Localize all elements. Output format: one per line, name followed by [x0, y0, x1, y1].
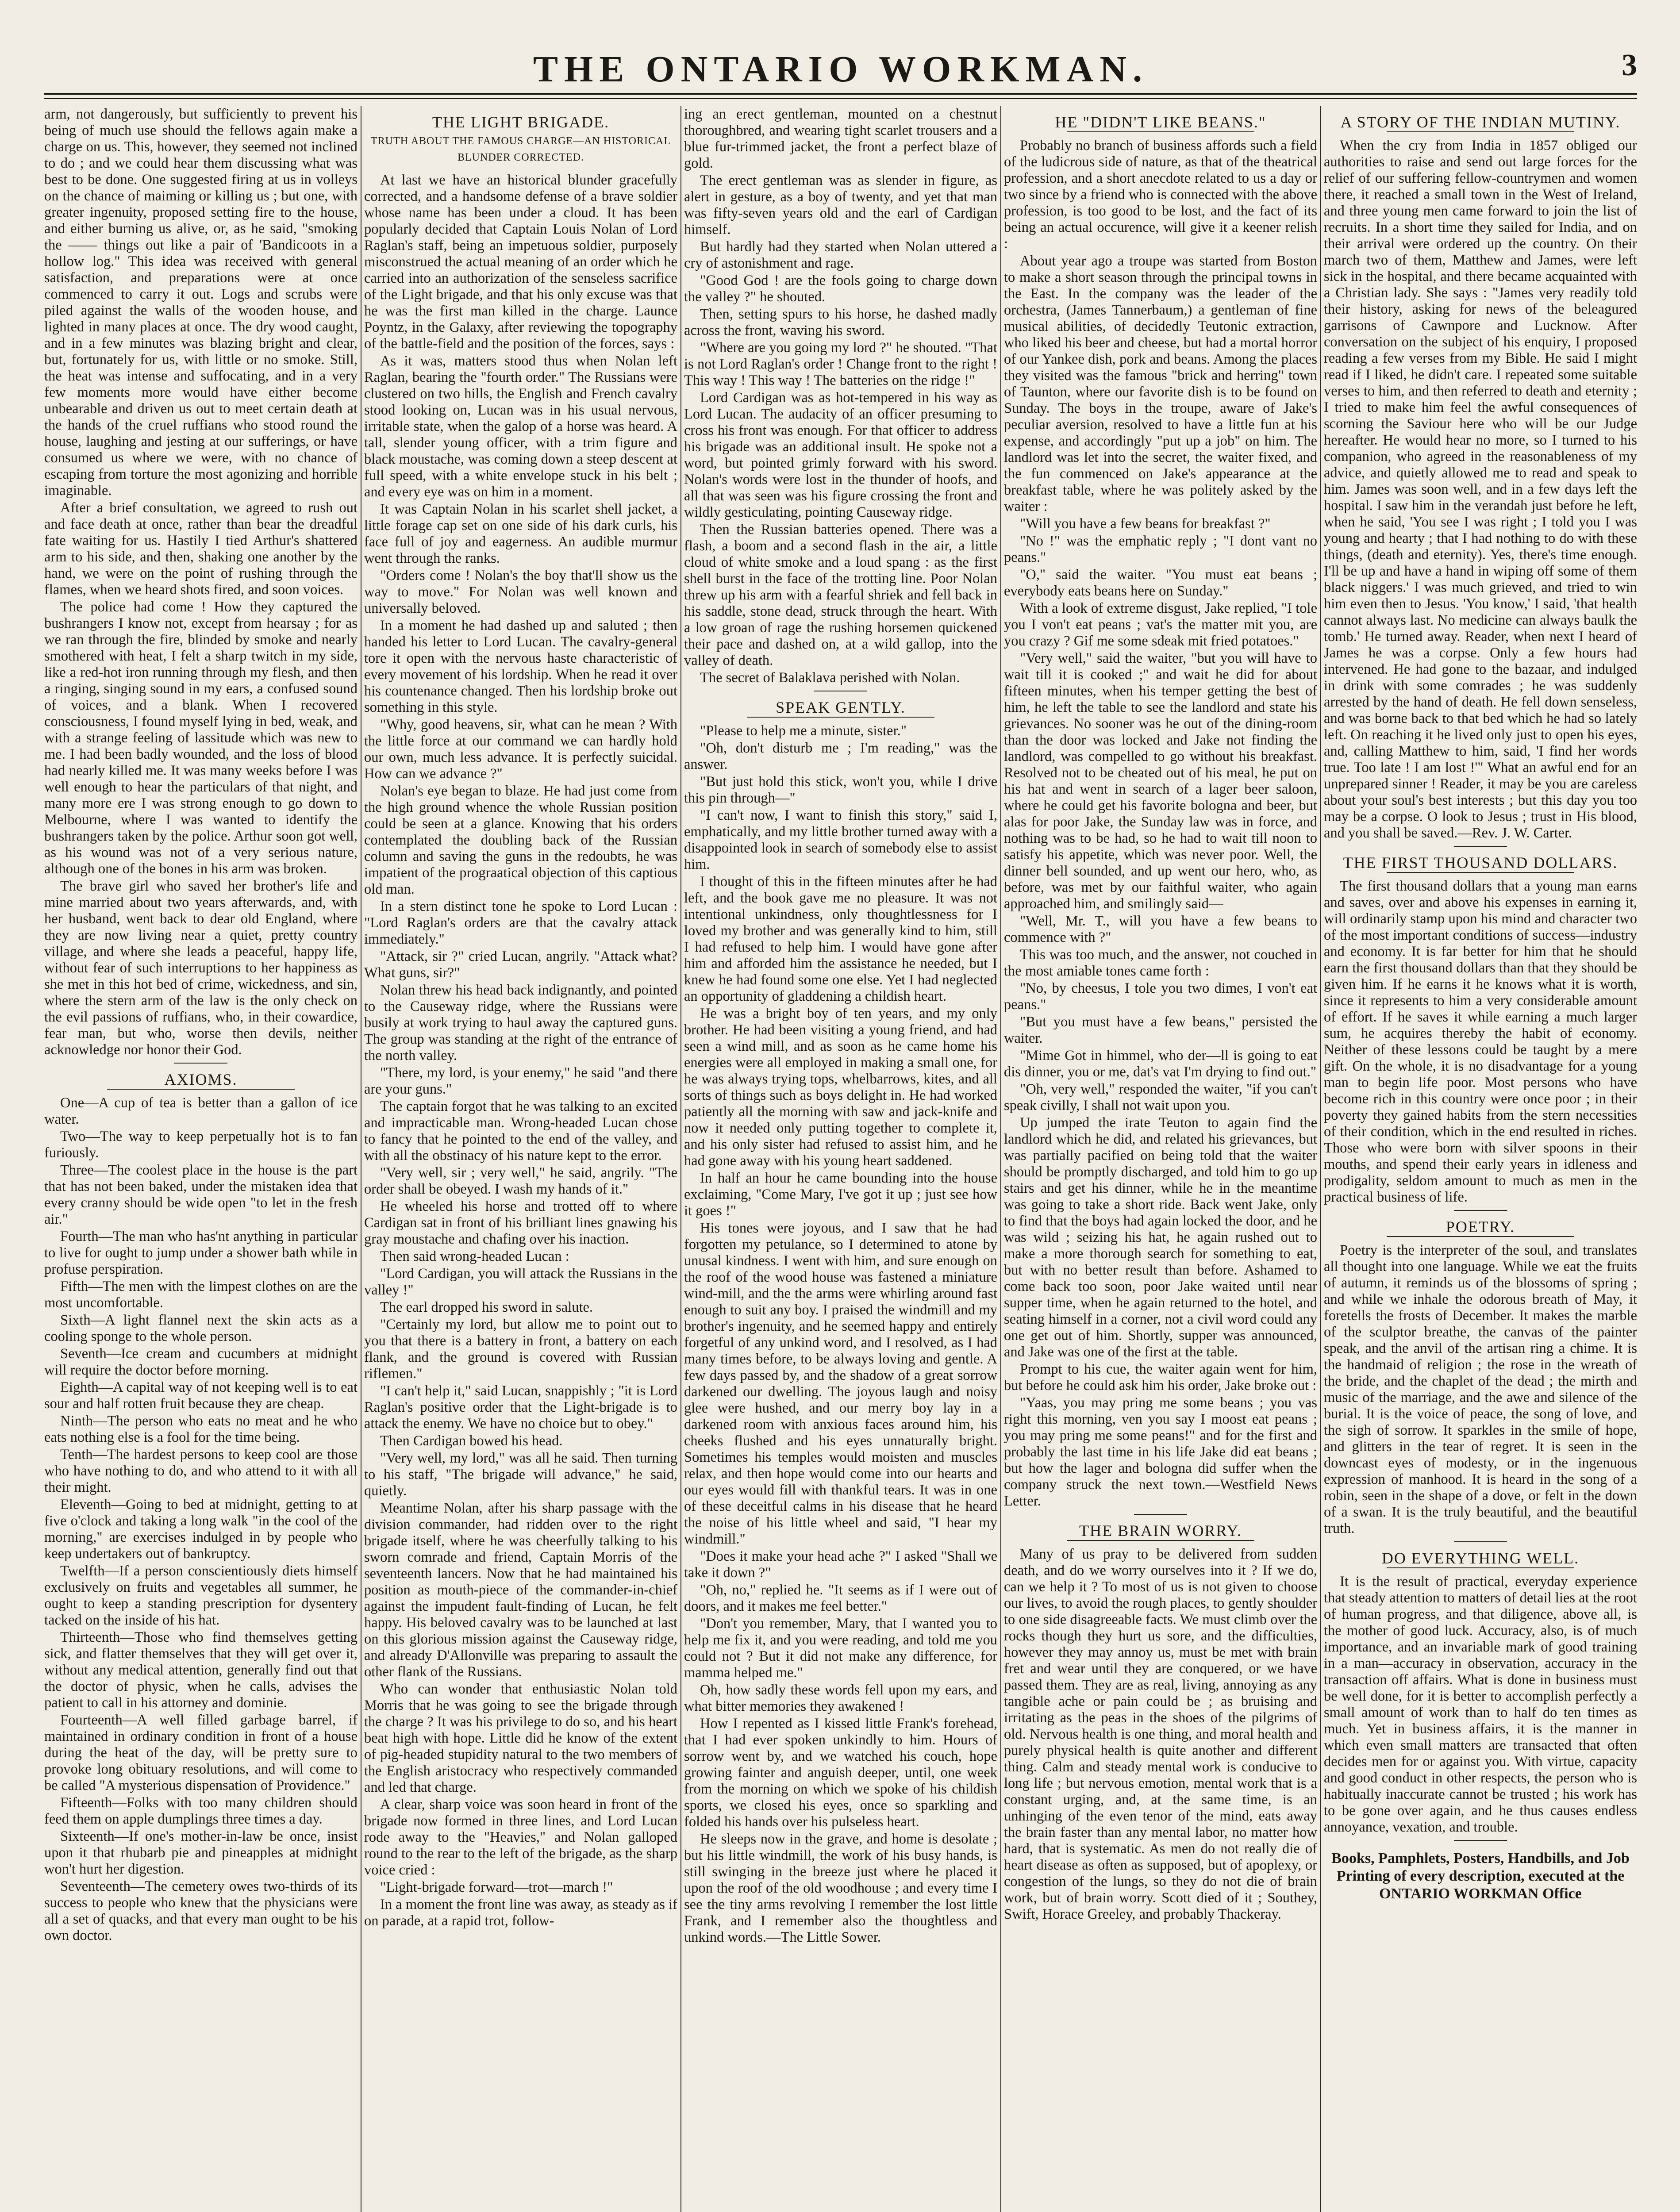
speak-gently-heading: SPEAK GENTLY. — [776, 699, 906, 716]
beans-article — [1004, 138, 1317, 1509]
paragraph: "Yaas, you may pring me some beans ; you vas right this morning, ven you say I moost eat peans ; you may pring me some peans!" and for the first and probably the last time in his life Jake did eat beans ; but how the lager and bologna did suffer when the company struck the next town.—Westfield News Letter. — [1004, 1395, 1317, 1509]
paragraph: "Oh, no," replied he. "It seems as if I were out of doors, and it makes me feel better." — [684, 1582, 997, 1614]
thousand-dollars-heading: THE FIRST THOUSAND DOLLARS. — [1343, 854, 1618, 872]
paragraph: Seventh—Ice cream and cucumbers at midnight will require the doctor before morning. — [44, 1346, 358, 1378]
printing-advertisement: Books, Pamphlets, Posters, Handbills, and Job Printing of every description, executed at the ONTARIO WORKMAN Office — [1331, 1850, 1630, 1902]
heading-rule — [1067, 1540, 1255, 1541]
paragraph: The police had come ! How they captured the bushrangers I know not, except from hearsay ; for as we ran through the fire, blinded by smoke and nearly smothered with heat, I felt a sharp twitch in my side, like a red-hot iron running through my flesh, and then a ringing, singing sound in my ears, a confused sound of voices, and a blank. When I recovered consciousness, I found myself lying in bed, weak, and with a strange feeling of lassitude which was new to me. I had been badly wounded, and the loss of blood had nearly killed me. It was many weeks before I was well enough to hear the particulars of that night, and many more ere I was strong enough to go down to Melbourne, where I was wanted to identify the bushrangers taken by the police. Arthur soon got well, as his wound was not of a very serious nature, although one of the bones in his arm was broken. — [44, 599, 358, 877]
paragraph: After a brief consultation, we agreed to rush out and face death at once, rather than bear the dreadful fate waiting for us. Hastily I tied Arthur's shattered arm to his side, and then, shaking one another by the hand, we were on the point of rushing through the flames, when we heard shots fired, and soon voices. — [44, 500, 358, 598]
paragraph: Sixth—A light flannel next the skin acts as a cooling sponge to the whole person. — [44, 1312, 358, 1344]
paragraph: "Oh, don't disturb me ; I'm reading," was the answer. — [684, 740, 997, 772]
heading-rule — [1387, 131, 1575, 132]
paragraph: The earl dropped his sword in salute. — [380, 1299, 593, 1315]
beans-heading: HE "DIDN'T LIKE BEANS." — [1055, 113, 1266, 131]
paragraph: A clear, sharp voice was soon heard in front of the brigade now formed in three lines, and Lord Lucan rode away to the "Heavies," and Nolan galloped round to the rear to the left of the brigade, as the sharp voice cried : — [364, 1797, 677, 1878]
paragraph: Ninth—The person who eats no meat and he who eats nothing else is a fool for the time being. — [44, 1413, 358, 1445]
paragraph: But hardly had they started when Nolan uttered a cry of astonishment and rage. — [684, 239, 997, 271]
paragraph: Many of us pray to be delivered from sudden death, and do we worry ourselves into it ? If we do, can we help it ? To most of us is not given to choose our lives, to avoid the rough places, to gently shoulder to one side disagreeable facts. We must climb over the rocks though they hurt us sore, and the difficulties, however they may annoy us, must be met with brain fret and wear until they are conquered, or we have passed them. They are as real, living, annoying as any tangible ache or pain could be ; as bruising and irritating as the peas in the shoes of the pilgrims of old. Nervous health is one thing, and moral health and purely physical health is quite another and different thing. Calm and steady mental work is conducive to long life ; but nervous emotion, mental work that is a constant urging, and, at the same time, is an unhinging of the even tenor of the mind, eats away the brain faster than any mental labor, no matter how hard, that is systematic. As men do not really die of heart disease as often as supposed, but of apoplexy, or congestion of the lungs, so they do not die of brain work, but of brain worry. Scott died of it ; Southey, Swift, Horace Greeley, and probably Thackeray. — [1004, 1546, 1317, 1922]
poetry-heading: POETRY. — [1445, 1218, 1515, 1236]
paragraph: It was Captain Nolan in his scarlet shell jacket, a little forage cap set on one side of his dark curls, his face full of joy and eagerness. An audible murmur went through the ranks. — [364, 501, 677, 566]
page-number: 3 — [1622, 48, 1637, 82]
paragraph: Sixteenth—If one's mother-in-law be once, insist upon it that rhubarb pie and pineapples at midnight won't hurt her digestion. — [44, 1828, 358, 1877]
paragraph: Fourth—The man who has'nt anything in particular to live for ought to jump under a shower bath while in profuse perspiration. — [44, 1229, 358, 1277]
paragraph: Three—The coolest place in the house is the part that has not been baked, under the mistaken idea that every cranny should be wide open "to let in the fresh air." — [44, 1162, 358, 1227]
heading-rule — [1387, 1567, 1575, 1568]
paragraph: "Very well, my lord," was all he said. Then turning to his staff, "The brigade will advance," he said, quietly. — [364, 1450, 677, 1499]
paragraph: Up jumped the irate Teuton to again find the landlord which he did, and related his grievances, but was partially pacified on being told that the waiter should be promptly discharged, and told him to go up stairs and get his dinner, while he in the meantime was going to take a short ride. Back went Jake, only to find that the boys had again locked the door, and he was wild ; seizing his hat, he again rushed out to make a more thorough search for something to eat, but with no better result than before. Ashamed to come back too soon, poor Jake waited until near supper time, when he again returned to the hotel, and seating himself in a corner, not a civil word could any one get out of him. Shortly, supper was announced, and Jake was one of the first at the table. — [1004, 1115, 1317, 1360]
paragraph: "O," said the waiter. "You must eat beans ; everybody eats beans here on Sunday." — [1004, 567, 1317, 599]
speak-gently-article — [684, 723, 997, 1946]
paragraph: "I can't now, I want to finish this story," said I, emphatically, and my little brother turned away with a disappointed look in search of somebody else to assist him. — [684, 807, 997, 872]
section-rule — [174, 1063, 227, 1064]
paragraph: "I can't help it," said Lucan, snappishly ; "it is Lord Raglan's positive order that the Light-brigade is to attack the enemy. We have no choice but to obey." — [364, 1383, 677, 1432]
paragraph: "Mime Got in himmel, who der—ll is going to eat dis dinner, you or me, dat's vat I'm drying to find out." — [1004, 1048, 1317, 1080]
paragraph: Two—The way to keep perpetually hot is to fan furiously. — [44, 1129, 358, 1161]
paragraph: In a stern distinct tone he spoke to Lord Lucan : "Lord Raglan's orders are that the cavalry attack immediately." — [364, 899, 677, 947]
mutiny-heading: A STORY OF THE INDIAN MUTINY. — [1340, 113, 1621, 131]
paragraph: "There, my lord, is your enemy," he said "and there are your guns." — [364, 1065, 677, 1097]
paragraph: "Oh, very well," responded the waiter, "if you can't speak civilly, I shall not wait upon you. — [1004, 1081, 1317, 1114]
paragraph: Then Cardigan bowed his head. — [380, 1433, 563, 1449]
brain-worry-article — [1004, 1546, 1317, 1923]
column-4 — [1004, 106, 1317, 2212]
paragraph: Seventeenth—The cemetery owes two-thirds of its success to people who knew that the physicians were all a set of quacks, and that every man ought to be his own doctor. — [44, 1878, 358, 1943]
paragraph: As it was, matters stood thus when Nolan left Raglan, bearing the "fourth order." The Russians were clustered on two hills, the English and French cavalry stood looking on, Lucan was in his usual nervous, irritable state, when the galop of a horse was heard. A tall, slender young officer, with a trim figure and black moustache, was coming down a steep descent at full speed, with a white envelope stuck in his belt ; and every eye was on him in a moment. — [364, 353, 677, 500]
paragraph: Thirteenth—Those who find themselves getting sick, and flatter themselves that they will get over it, without any medical attention, generally find out that the doctor of physic, when he calls, advises the patient to call in his attorney and dominie. — [44, 1629, 358, 1711]
paragraph: Lord Cardigan was as hot-tempered in his way as Lord Lucan. The audacity of an officer presuming to cross his front was enough. For that officer to address his brigade was an additional insult. He spoke not a word, but pointed grimly forward with his sword. Nolan's words were lost in the thunder of hoofs, and all that was seen was his figure crossing the front and wildly gesticulating, pointing Causeway ridge. — [684, 390, 997, 520]
paragraph: "Certainly my lord, but allow me to point out to you that there is a battery in front, a battery on each flank, and the ground is covered with Russian riflemen." — [364, 1317, 677, 1382]
paragraph: His tones were joyous, and I saw that he had forgotten my petulance, so I determined to atone by unusal kindness. I went with him, and sure enough on the roof of the wood house was fastened a miniature wind-mill, and the the arms were whirling around fast enough to suit any boy. I praised the windmill and my brother's ingenuity, and he seemed happy and entirely forgetful of any unkind word, and I resolved, as I had many times before, to be always loving and gentle. A few days passed by, and the shadow of a great sorrow darkened our dwelling. The joyous laugh and noisy glee were hushed, and our merry boy lay in a darkened room with anxious faces around him, his cheeks flushed and his eyes unnaturally bright. Sometimes his temples would moisten and muscles relax, and then hope would come into our hearts and our eyes would fill with thankful tears. It was in one of these deceitful calms in his disease that he heard the noise of his little wheel and said, "I hear my windmill." — [684, 1220, 997, 1547]
paragraph: "Does it make your head ache ?" I asked "Shall we take it down ?" — [684, 1548, 997, 1581]
paragraph: Who can wonder that enthusiastic Nolan told Morris that he was going to see the brigade through the charge ? It was his privilege to do so, and his heart beat high with hope. Little did he know of the extent of pig-headed stupidity natural to the two members of the English aristocracy who respectively commanded and led that charge. — [364, 1681, 677, 1795]
paragraph: Oh, how sadly these words fell upon my ears, and what bitter memories they awakened ! — [684, 1682, 997, 1714]
paragraph: "Light-brigade forward—trot—march !" — [380, 1879, 613, 1895]
paragraph: Fifth—The men with the limpest clothes on are the most uncomfortable. — [44, 1279, 358, 1311]
light-brigade-article — [364, 172, 677, 1929]
paragraph: "Will you have a few beans for breakfast ?" — [1020, 516, 1271, 532]
paragraph: "But just hold this stick, won't you, while I drive this pin through—" — [684, 774, 997, 806]
brain-worry-heading: THE BRAIN WORRY. — [1079, 1522, 1242, 1540]
paragraph: In half an hour he came bounding into the house exclaiming, "Come Mary, I've got it up ; just see how it goes !" — [684, 1170, 997, 1219]
section-rule — [1134, 1514, 1187, 1515]
section-rule — [1454, 1541, 1507, 1542]
paragraph: The captain forgot that he was talking to an excited and impracticable man. Wrong-headed Lucan chose to fancy that he pointed to the end of the valley, and with all the obstinacy of his nature kept to the error. — [364, 1098, 677, 1164]
bushranger-story — [44, 106, 358, 1058]
paragraph: "Attack, sir ?" cried Lucan, angrily. "Attack what? What guns, sir?" — [364, 949, 677, 981]
paragraph: Nolan's eye began to blaze. He had just come from the high ground whence the whole Russian position could be seen at a glance. Knowing that his orders contemplated the doubling back of the Russian column and saving the guns in the redoubts, he was impatient of the prograatical objection of this captious old man. — [364, 783, 677, 897]
paragraph: The erect gentleman was as slender in figure, as alert in gesture, as a boy of twenty, and yet that man was fifty-seven years old and the earl of Cardigan himself. — [684, 173, 997, 238]
column-1 — [44, 106, 358, 2212]
paragraph: "Well, Mr. T., will you have a few beans to commence with ?" — [1004, 913, 1317, 945]
paragraph: "Why, good heavens, sir, what can he mean ? With the little force at our command we can hardly hold our own, much less advance. It is perfectly suicidal. How can we advance ?" — [364, 717, 677, 782]
paragraph: Prompt to his cue, the waiter again went for him, but before he could ask him his order, Jake broke out : — [1004, 1361, 1317, 1394]
masthead-rule — [44, 98, 1637, 99]
do-everything-well-article — [1324, 1574, 1637, 1836]
heading-rule — [1067, 131, 1255, 132]
poetry-article — [1324, 1242, 1637, 1537]
paragraph: In a moment the front line was away, as steady as if on parade, at a rapid trot, follow- — [364, 1897, 677, 1929]
light-brigade-subheading: TRUTH ABOUT THE FAMOUS CHARGE—AN HISTORICAL BLUNDER CORRECTED. — [371, 135, 671, 163]
paragraph: He sleeps now in the grave, and home is desolate ; but his little windmill, the work of his busy hands, is still swinging in the breeze just where he placed it upon the roof of the old woodhouse ; and every time I see the tiny arms revolving I remember the lost little Frank, and I remember also the thoughtless and unkind words.—The Little Sower. — [684, 1831, 997, 1945]
paragraph: Nolan threw his head back indignantly, and pointed to the Causeway ridge, where the Russians were busily at work trying to haul away the captured guns. The group was standing at the right of the entrance of the north valley. — [364, 982, 677, 1064]
paragraph: Poetry is the interpreter of the soul, and translates all thought into one language. While we eat the fruits of autumn, it reminds us of the blossoms of spring ; and while we inhale the odorous breath of May, it foretells the frosts of December. It makes the marble of the sculptor breathe, the canvas of the painter speak, and the anvil of the artisan ring a chime. It is the handmaid of religion ; the rose in the wreath of the bride, and the chaplet of the dead ; the mirth and music of the marriage, and the awe and silence of the burial. It is the voice of peace, the song of love, and the sigh of sorrow. It sparkles in the smile of hope, and glitters in the tear of regret. It is seen in the downcast eyes of modesty, or in the ingenuous expression of manhood. It is heard in the song of a robin, seen in the shape of a dove, or felt in the down of a swan. It is the truly beautiful, and the beautiful truth. — [1324, 1242, 1637, 1536]
heading-rule — [1387, 872, 1575, 873]
paragraph: At last we have an historical blunder gracefully corrected, and a handsome defense of a brave soldier whose name has been under a cloud. It has been popularly decided that Captain Louis Nolan of Lord Raglan's staff, being an impetuous soldier, purposely misconstrued the actual meaning of an order which he carried into an authorization of the senseless sacrifice of the Light brigade, and that his only excuse was that he was the first man killed in the charge. Launce Poyntz, in the Galaxy, after reviewing the topography of the battle-field and the position of the forces, says : — [364, 172, 677, 352]
paragraph: Eleventh—Going to bed at midnight, getting to at five o'clock and taking a long walk "in the cool of the morning," are exercises indulged in by people who keep undertakers out of bankruptcy. — [44, 1497, 358, 1562]
column-divider — [1320, 106, 1321, 2212]
paragraph: He wheeled his horse and trotted off to where Cardigan sat in front of his brilliant lines gnawing his gray moustache and chafing over his inaction. — [364, 1198, 677, 1247]
column-5 — [1324, 106, 1637, 2212]
mutiny-article — [1324, 138, 1637, 841]
paragraph: Probably no branch of business affords such a field of the ludicrous side of nature, as that of the theatrical profession, and a short anecdote related to us a day or two since by a friend who is connected with the above profession, is too good to be lost, and the fact of its being an actual occurence, will give it a keener relish : — [1004, 138, 1317, 252]
column-divider — [1000, 106, 1001, 2212]
paragraph: ing an erect gentleman, mounted on a chestnut thoroughbred, and wearing tight scarlet trousers and a blue fur-trimmed jacket, the front a perfect blaze of gold. — [684, 106, 997, 171]
axioms-list — [44, 1095, 358, 1944]
paragraph: "But you must have a few beans," persisted the waiter. — [1004, 1014, 1317, 1046]
paragraph: This was too much, and the answer, not couched in the most amiable tones came forth : — [1004, 947, 1317, 979]
paragraph: Fifteenth—Folks with too many children should feed them on apple dumplings three times a day. — [44, 1795, 358, 1827]
paragraph: "Don't you remember, Mary, that I wanted you to help me fix it, and you were reading, and told me you could not ? But it did not make any difference, for mamma helped me." — [684, 1616, 997, 1681]
paragraph: Meantime Nolan, after his sharp passage with the division commander, had ridden over to the right brigade itself, where he was cheerfully talking to his sworn comrade and friend, Captain Morris of the seventeenth lancers. Now that he had maintained his position as mouth-piece of the commander-in-chief against the impudent fault-finding of Lucan, he felt happy. His beloved cavalry was to be launched at last on this glorious mission against the Causeway ridge, and already D'Allonville was preparing to assault the other flank of the Russians. — [364, 1500, 677, 1680]
paragraph: The secret of Balaklava perished with Nolan. — [700, 670, 960, 686]
paragraph: The first thousand dollars that a young man earns and saves, over and above his expenses in earning it, will ordinarily stamp upon his mind and character two of the most important conditions of success—industry and economy. It is far better for him that he should earn the first thousand dollars than that they should be given him. If he earns it he knows what it is worth, since it represents to him a very considerable amount of effort. If he saves it while earning a much larger sum, he acquires thereby the habit of economy. Neither of these lessons could be taught by a mere gift. On the whole, it is no disadvantage for a young man to begin life poor. Most persons who have become rich in this country were once poor ; in their poverty they gained habits from the stern necessities of their condition, which in the end resulted in riches. Those who were born with silver spoons in their mouths, and spend their early years in idleness and prodigality, seldom amount to much as men in the practical business of life. — [1324, 878, 1637, 1205]
column-divider — [680, 106, 681, 2212]
paragraph: "Good God ! are the fools going to charge down the valley ?" he shouted. — [684, 273, 997, 305]
heading-rule — [107, 1089, 295, 1090]
paragraph: He was a bright boy of ten years, and my only brother. He had been visiting a young friend, and had seen a wind mill, and as soon as he came home his energies were all employed in making a small one, for he was always trying tops, whelbarrows, kites, and all sorts of things such as boys delight in. He had worked patiently all the morning with saw and jack-knife and now it needed only putting together to complete it, and his only sister had refused to assist him, and he had gone away with his young heart saddened. — [684, 1006, 997, 1169]
section-rule — [1454, 1840, 1507, 1841]
paragraph: "Orders come ! Nolan's the boy that'll show us the way to move." For Nolan was well known and universally beloved. — [364, 568, 677, 616]
do-everything-well-heading: DO EVERYTHING WELL. — [1381, 1549, 1580, 1567]
paragraph: The brave girl who saved her brother's life and mine married about two years afterwards, and, with her husband, went back to dear old England, where they are now living near a quiet, pretty country village, and where she leads a peaceful, happy life, without fear of such interruptions to her happiness as she met in this hot bed of crime, wickedness, and sin, where the stern arm of the law is the only check on the evil passions of ruffians, who, in their cowardice, fear man, but who, worse then devils, neither acknowledge nor honor their God. — [44, 878, 358, 1058]
paragraph: arm, not dangerously, but sufficiently to prevent his being of much use should the fellows again make a charge on us. This, however, they seemed not inclined to do ; and we could hear them discussing what was best to be done. One suggested firing at us in volleys on the chance of maiming or killing us ; but one, with greater ingenuity, proposed setting fire to the house, and either burning us alive, or, as he said, "smoking the —— things out like a pair of 'Bandicoots in a hollow log." This idea was received with general satisfaction, and preparations were at once commenced to carry it out. Logs and scrubs were piled against the walls of the wooden house, and lighted in many places at once. The dry wood caught, and in a few minutes was blazing bright and clear, but, fortunately for us, with little or no smoke. Still, the heat was intense and suffocating, and in a very few moments more would have either become unbearable and driven us out to meet certain death at the hands of the cruel ruffians who stood round the house, laughing and jesting at our sufferings, or have consumed us where we were, with no chance of escaping from torture the most agonizing and horrible imaginable. — [44, 106, 358, 499]
paragraph: "No !" was the emphatic reply ; "I dont vant no peans." — [1004, 533, 1317, 565]
light-brigade-heading: THE LIGHT BRIGADE. — [432, 113, 610, 131]
masthead — [44, 44, 1637, 95]
paragraph: Then said wrong-headed Lucan : — [380, 1248, 569, 1264]
paragraph: "Where are you going my lord ?" he shouted. "That is not Lord Raglan's order ! Change front to the right ! This way ! This way ! The batteries on the ridge !" — [684, 340, 997, 388]
paragraph: Eighth—A capital way of not keeping well is to eat sour and half rotten fruit because they are cheap. — [44, 1379, 358, 1412]
paragraph: "Please to help me a minute, sister." — [700, 723, 907, 739]
paragraph: When the cry from India in 1857 obliged our authorities to raise and send out large forces for the relief of our suffering fellow-countrymen and women there, it reached a small town in the West of Ireland, and three young men came forward to join the list of recruits. In a short time they sailed for India, and on their arrival were ordered up the country. On their march two of them, Matthew and James, were left sick in the hospital, and there became acquainted with a Christian lady. She says : "James very readily told their history, asking for news of the beleagured garrisons of Cawnpore and Lucknow. After conversation on the subject of his enquiry, I proposed reading a few verses from my Bible. He said I might read if I liked, he didn't care. I repeated some suitable verses to him, and then referred to death and eternity ; I tried to make him feel the awful consequences of scorning the Saviour here who will be our Judge hereafter. He would hear no more, so I turned to his companion, who agreed in the reasonableness of my advice, and quietly allowed me to read and speak to him. James was soon well, and in a few days left the hospital. I saw him in the verandah just before he left, when he said, 'You see I was right ; I told you I was young and hearty ; that I had nothing to do with these things, (death and eternity). Yes, there's time enough. I'll be up and have a hand in wiping off some of them black niggers.' I was much grieved, and tried to win him even then to Jesus. 'You know,' I said, 'that health cannot always last. No medicine can always baulk the tomb.' He turned away. Reader, when next I heard of James he was a corpse. Only a few hours had intervened. He had gone to the bazaar, and indulged in drink with some comrades ; he was suddenly arrested by the hand of death. He fell down senseless, and was borne back to that bed which he had so lately left. On reaching it he lived only just to open his eyes, and, calling Matthew to him, said, 'I find her words true. Too late ! I am lost !'" What an awful end for an unprepared sinner ! Reader, it may be you are careless about your soul's best interests ; but this day you too may be a corpse. O look to Jesus ; trust in His blood, and you shall be saved.—Rev. J. W. Carter. — [1324, 138, 1637, 841]
paragraph: "Very well, sir ; very well," he said, angrily. "The order shall be obeyed. I wash my hands of it." — [364, 1165, 677, 1197]
paragraph: "No, by cheesus, I tole you two dimes, I von't eat peans." — [1004, 980, 1317, 1013]
paragraph: About year ago a troupe was started from Boston to make a short season through the principal towns in the East. In the company was the leader of the orchestra, (James Tannerbaum,) a gentleman of fine musical abilities, of decidedly Teutonic extraction, who liked his beer and cheese, but had a mortal horror of our Yankee dish, pork and beans. Among the places they visited was the famous "brick and herring" town of Taunton, where our favorite dish is to be found on Sunday. The boys in the troupe, aware of Jake's peculiar aversion, resolved to have a little fun at his expense, and accordingly "put up a job" on him. The landlord was let into the secret, the waiter fixed, and the fun commenced on Jake's appearance at the breakfast table, where he was politely asked by the waiter : — [1004, 253, 1317, 515]
heading-rule — [1387, 1236, 1575, 1237]
paragraph: "Very well," said the waiter, "but you will have to wait till it is cooked ;" and wait he did for about fifteen minutes, when his temper getting the best of him, he left the table to see the landlord and state his grievances. No sooner was he out of the dining-room than the door was locked and Jake not finding the landlord, was compelled to go without his breakfast. Resolved not to be cheated out of his meal, he put on his hat and went in search of a lager beer saloon, where he could get his favorite bologna and beer, but alas for poor Jake, the Sunday law was in force, and nothing was to be had, so he had to wait till noon to satisfy his appetite, which was never poor. Well, the dinner bell sounded, and up went our hero, who, as before, was met by our faithful waiter, who again approached him, and smilingly said— — [1004, 650, 1317, 912]
heading-rule — [747, 717, 935, 718]
paragraph: Then, setting spurs to his horse, he dashed madly across the front, waving his sword. — [684, 306, 997, 338]
section-rule — [1454, 846, 1507, 847]
paragraph: It is the result of practical, everyday experience that steady attention to matters of detail lies at the root of human progress, and that diligence, above all, is the mother of good luck. Accuracy, also, is of much importance, and an invariable mark of good training in a man—accuracy in observation, accuracy in the transaction off affairs. What is done in business must be well done, for it is better to accomplish perfectly a small amount of work than to half do ten times as much. Yet in business affairs, it is the manner in which even small matters are transacted that often decides men for or against you. With virtue, capacity and good conduct in other respects, the person who is habitually inaccurate cannot be trusted ; his work has to be gone over again, and he thus causes endless annoyance, vexation, and trouble. — [1324, 1574, 1637, 1835]
section-rule — [1454, 1210, 1507, 1211]
paragraph: How I repented as I kissed little Frank's forehead, that I had ever spoken unkindly to him. Hours of sorrow went by, and we watched his couch, hope growing fainter and anguish deeper, until, one week from the morning on which we spoke of his childish sports, we closed his eyes, once so sparkling and folded his hands over his pulseless heart. — [684, 1716, 997, 1830]
paragraph: One—A cup of tea is better than a gallon of ice water. — [44, 1095, 358, 1127]
paragraph: With a look of extreme disgust, Jake replied, "I tole you I von't eat peans ; vat's the matter mit you, are you crazy ? Gif me some sdeak mit fried potatoes." — [1004, 600, 1317, 649]
paragraph: In a moment he had dashed up and saluted ; then handed his letter to Lord Lucan. The cavalry-general tore it open with the nervous haste characteristic of every movement of his lordship. When he read it over his countenance changed. Then his lordship broke out something in this style. — [364, 618, 677, 715]
light-brigade-continued — [684, 106, 997, 686]
axioms-heading: AXIOMS. — [164, 1071, 238, 1088]
paragraph: "Lord Cardigan, you will attack the Russians in the valley !" — [364, 1266, 677, 1298]
paragraph: Then the Russian batteries opened. There was a flash, a boom and a second flash in the air, a little cloud of white smoke and a loud spang : as the first shell burst in the face of the trotting line. Poor Nolan threw up his arm with a fearful shriek and fell back in his saddle, stone dead, struck through the heart. With a low groan of rage the rushing horsemen quickened their pace and dashed on, at a wild gallop, into the valley of death. — [684, 522, 997, 668]
paragraph: Twelfth—If a person conscientiously diets himself exclusively on fruits and vegetables all summer, he ought to keep a standing prescription for dysentery tacked on the inside of his hat. — [44, 1563, 358, 1628]
column-2 — [364, 106, 677, 2212]
publication-title: THE ONTARIO WORKMAN. — [533, 49, 1148, 90]
paragraph: I thought of this in the fifteen minutes after he had left, and the book gave me no pleasure. It was not intentional unkindness, only thoughtlessness for I loved my brother and was generally kind to him, still I had refused to help him. I would have gone after him and afforded him the assistance he needed, but I knew he had found some one else. Yet I had neglected an opportunity of gladdening a childish heart. — [684, 874, 997, 1004]
paragraph: Tenth—The hardest persons to keep cool are those who have nothing to do, and who attend to it with all their might. — [44, 1447, 358, 1495]
paragraph: Fourteenth—A well filled garbage barrel, if maintained in ordinary condition in front of a house during the heat of the day, will be pretty sure to provoke long obituary resolutions, and will come to be called "A mysterious dispensation of Providence." — [44, 1712, 358, 1793]
thousand-dollars-article — [1324, 878, 1637, 1206]
column-3 — [684, 106, 997, 2212]
